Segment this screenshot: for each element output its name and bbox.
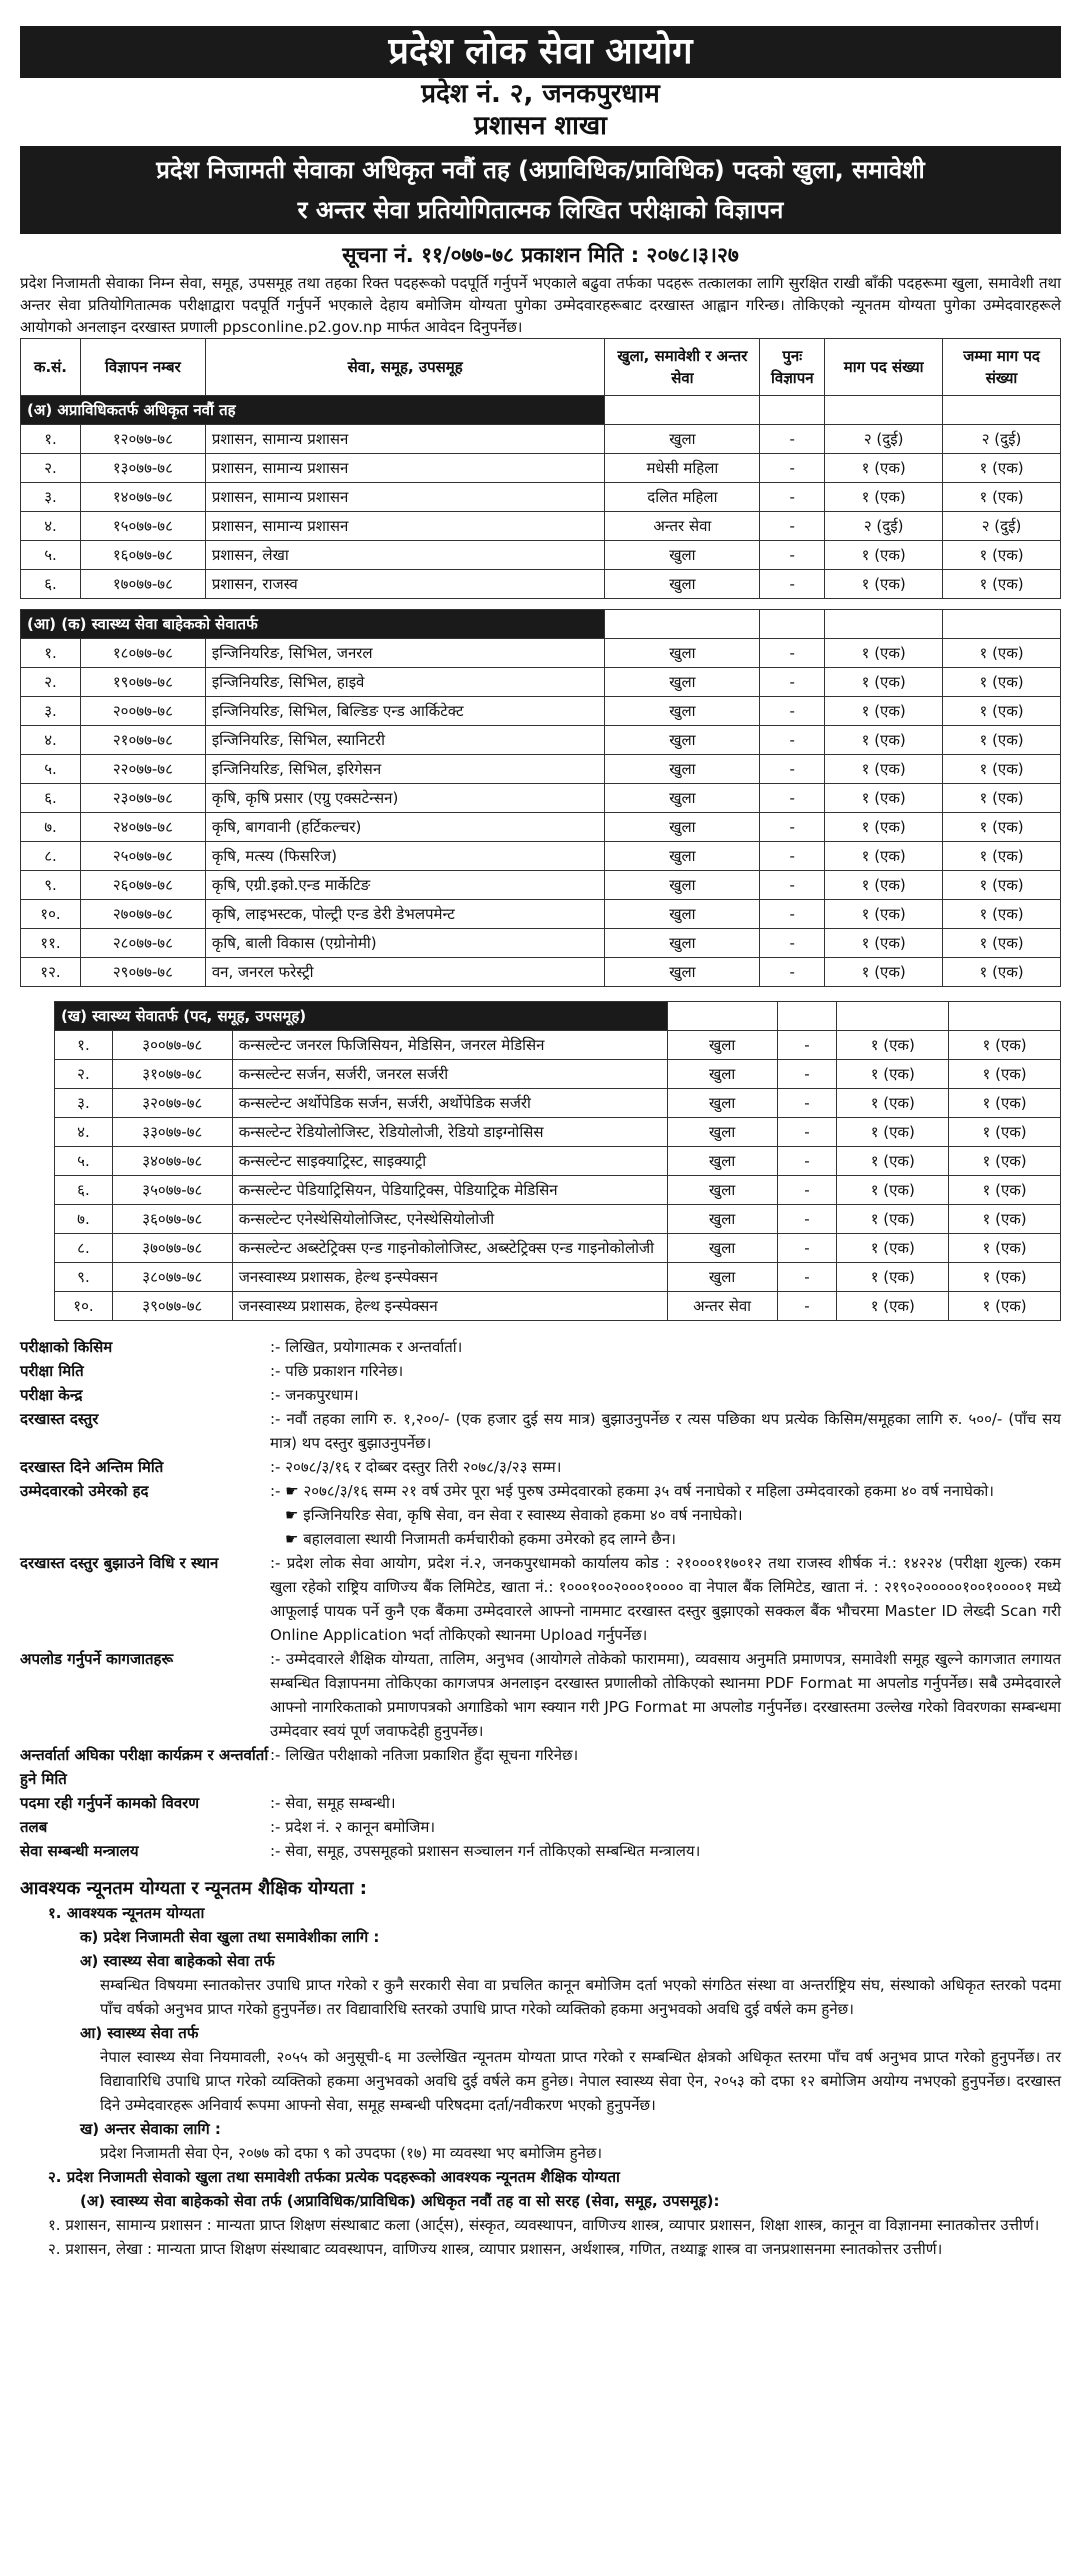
table-cell: १ (एक)	[943, 958, 1061, 987]
table-cell: -	[777, 1292, 837, 1321]
table-cell: १ (एक)	[943, 871, 1061, 900]
table-cell: २८०७७-७८	[80, 929, 205, 958]
table-cell: खुला	[605, 639, 760, 668]
table-row	[21, 697, 1061, 726]
table-cell: कन्सल्टेन्ट एनेस्थेसियोलोजिस्ट, एनेस्थेसियोलोजी	[232, 1205, 667, 1234]
table-cell: वन, जनरल फरेस्ट्री	[205, 958, 605, 987]
table-cell: कन्सल्टेन्ट पेडियाट्रिसियन, पेडियाट्रिक्स, पेडियाट्रिक मेडिसिन	[232, 1176, 667, 1205]
table-cell: १ (एक)	[943, 541, 1061, 570]
table-cell: खुला	[605, 570, 760, 599]
vacancy-table	[20, 338, 1061, 987]
deadline-label: दरखास्त दिने अन्तिम मिति	[20, 1458, 164, 1476]
col-service: सेवा, समूह, उपसमूह	[205, 339, 605, 396]
upload-label: अपलोड गर्नुपर्ने कागजातहरू	[20, 1650, 174, 1668]
table-cell: २ (दुई)	[943, 425, 1061, 454]
table-cell: १ (एक)	[943, 726, 1061, 755]
table-cell: १ (एक)	[825, 726, 943, 755]
table-cell: ३७०७७-७८	[112, 1234, 232, 1263]
age-rule-3: ☛ बहालवाला स्थायी निजामती कर्मचारीको हकमा उमेरको हद लाग्ने छैन।	[285, 1530, 676, 1548]
age-label: उम्मेदवारको उमेरको हद	[20, 1482, 149, 1500]
table-row	[21, 929, 1061, 958]
upload-text: :- उम्मेदवारले शैक्षिक योग्यता, तालिम, अनुभव (आयोगले तोकेको फाराममा), व्यवसाय अनुमति प्रमाणपत्र, समावेशी समूह खुल्ने कागजात लगायत सम्बन्धित विज्ञापनमा तोकिएका कागजपत्र अनलाइन दरखास्त प्रणालीको तोकिएको स्थानमा PDF Format मा अपलोड गर्नुपर्नेछ। सबै उम्मेदवारले आफ्नो नागरिकताको प्रमाणपत्रको अगाडिको भाग स्क्यान गरी JPG Format मा अपलोड गर्नुपर्नेछ। दरखास्तमा उल्लेख गरेको विवरणका सम्बन्धमा उम्मेदवार स्वयं पूर्ण जवाफदेही हुनुपर्नेछ।	[270, 1650, 1061, 1740]
table-cell: खुला	[667, 1176, 777, 1205]
table-cell: १ (एक)	[943, 454, 1061, 483]
table-cell: १ (एक)	[837, 1234, 949, 1263]
table-cell: कृषि, लाइभस्टक, पोल्ट्री एन्ड डेरी डेभलपमेन्ट	[205, 900, 605, 929]
table-cell: खुला	[605, 726, 760, 755]
table-cell: -	[760, 900, 825, 929]
table-row	[55, 1118, 1061, 1147]
table-cell: १९०७७-७८	[80, 668, 205, 697]
table-cell: खुला	[667, 1205, 777, 1234]
table-cell: ३१०७७-७८	[112, 1060, 232, 1089]
table-cell: २६०७७-७८	[80, 871, 205, 900]
exam-center: :- जनकपुरधाम।	[270, 1386, 359, 1404]
table-cell: इन्जिनियरिङ, सिभिल, बिल्डिङ एन्ड आर्किटेक्ट	[205, 697, 605, 726]
table-cell: १ (एक)	[949, 1031, 1061, 1060]
table-cell: १ (एक)	[949, 1089, 1061, 1118]
table-cell: १ (एक)	[837, 1031, 949, 1060]
table-row	[21, 900, 1061, 929]
ministry-text: :- सेवा, समूह, उपसमूहको प्रशासन सञ्चालन गर्न तोकिएको सम्बन्धित मन्त्रालय।	[270, 1842, 701, 1860]
table-cell: ६.	[55, 1176, 113, 1205]
table-cell: १६०७७-७८	[80, 541, 205, 570]
table-cell: -	[760, 454, 825, 483]
table-row	[21, 871, 1061, 900]
table-cell: ३.	[21, 697, 81, 726]
table-cell: कृषि, बागवानी (हर्टिकल्चर)	[205, 813, 605, 842]
table-row	[21, 483, 1061, 512]
table-cell: १.	[21, 639, 81, 668]
qualification-section	[20, 1877, 1061, 2261]
exam-type-label: परीक्षाको किसिम	[20, 1338, 113, 1356]
table-cell: -	[760, 570, 825, 599]
intro-paragraph: प्रदेश निजामती सेवाका निम्न सेवा, समूह, उपसमूह तथा तहका रिक्त पदहरूको पदपूर्ति गर्नुपर्ने भएकाले बढुवा तर्फका पदहरू तत्कालका लागि सुरक्षित राखी बाँकी पदहरूमा खुला, समावेशी तथा अन्तर सेवा प्रतियोगितात्मक परीक्षाद्वारा पदपूर्ति गर्नुपर्ने भएकाले देहाय बमोजिम योग्यता पुगेका उम्मेदवारहरूबाट दरखास्त आह्वान गरिन्छ। तोकिएको न्यूनतम योग्यता पुगेका उम्मेदवारहरूले आयोगको अनलाइन दरखास्त प्रणाली ppsconline.p2.gov.np मार्फत आवेदन दिनुपर्नेछ।	[20, 274, 1061, 336]
table-cell: १ (एक)	[943, 483, 1061, 512]
table-row	[55, 1234, 1061, 1263]
table-cell: १ (एक)	[943, 900, 1061, 929]
qual-1b-text: प्रदेश निजामती सेवा ऐन, २०७७ को दफा ९ को उपदफा (१७) मा व्यवस्था भए बमोजिम हुनेछ।	[100, 2144, 603, 2162]
table-cell: १२०७७-७८	[80, 425, 205, 454]
table-gap	[21, 599, 1061, 610]
table-cell: खुला	[667, 1234, 777, 1263]
table-cell: १४०७७-७८	[80, 483, 205, 512]
table-cell: १५०७७-७८	[80, 512, 205, 541]
table-cell: १ (एक)	[837, 1263, 949, 1292]
table-cell: १ (एक)	[825, 697, 943, 726]
table-cell: १ (एक)	[837, 1060, 949, 1089]
table-cell: खुला	[667, 1060, 777, 1089]
age-rule-1: :- ☛ २०७८/३/१६ सम्म २१ वर्ष उमेर पूरा भई पुरुष उम्मेदवारको हकमा ३५ वर्ष ननाघेको र महिला उम्मेदवारको हकमा ४० वर्ष ननाघेको।	[270, 1482, 994, 1500]
table-cell: ६.	[21, 570, 81, 599]
ad-title-line-2: र अन्तर सेवा प्रतियोगितात्मक लिखित परीक्षाको विज्ञापन	[297, 196, 784, 224]
table-cell: २१०७७-७८	[80, 726, 205, 755]
table-cell: १ (एक)	[825, 813, 943, 842]
table-row	[55, 1205, 1061, 1234]
col-demand: माग पद संख्या	[825, 339, 943, 396]
table-cell: खुला	[605, 425, 760, 454]
table-cell: १ (एक)	[825, 929, 943, 958]
table-row	[21, 639, 1061, 668]
table-cell: खुला	[667, 1263, 777, 1292]
table-cell: १ (एक)	[825, 639, 943, 668]
notice-number: सूचना नं. ११/०७७-७८ प्रकाशन मिति : २०७८।३।२७	[342, 243, 739, 267]
table-cell: १ (एक)	[825, 483, 943, 512]
table-cell: १ (एक)	[943, 842, 1061, 871]
table-cell: ४.	[55, 1118, 113, 1147]
table-cell: २५०७७-७८	[80, 842, 205, 871]
qual-1a1-text: सम्बन्धित विषयमा स्नातकोत्तर उपाधि प्राप्त गरेको र कुनै सरकारी सेवा वा प्रचलित कानून बमोजिम दर्ता भएको संगठित संस्था वा अन्तर्राष्ट्रिय संघ, संस्थाको अधिकृत स्तरको पदमा पाँच वर्षको अनुभव प्राप्त गरेको हुनुपर्नेछ। तर विद्यावारिधि स्तरको उपाधि प्राप्त गरेको व्यक्तिको हकमा अनुभवको अवधि दुई वर्षले कम हुनेछ।	[100, 1976, 1061, 2018]
table-cell: १ (एक)	[837, 1089, 949, 1118]
table-row	[21, 958, 1061, 987]
table-cell: खुला	[605, 755, 760, 784]
table-row	[21, 784, 1061, 813]
table-cell: कन्सल्टेन्ट रेडियोलोजिस्ट, रेडियोलोजी, रेडियो डाइग्नोसिस	[232, 1118, 667, 1147]
table-cell: -	[760, 697, 825, 726]
table-row	[55, 1060, 1061, 1089]
table-cell: ३५०७७-७८	[112, 1176, 232, 1205]
table-cell: ५.	[21, 541, 81, 570]
table-cell: २२०७७-७८	[80, 755, 205, 784]
table-cell: -	[777, 1263, 837, 1292]
table-row	[55, 1292, 1061, 1321]
table-cell: ३००७७-७८	[112, 1031, 232, 1060]
table-cell: १ (एक)	[825, 570, 943, 599]
table-cell: ३६०७७-७८	[112, 1205, 232, 1234]
table-cell: १ (एक)	[949, 1176, 1061, 1205]
table-row	[21, 813, 1061, 842]
table-cell: कन्सल्टेन्ट अर्थोपेडिक सर्जन, सर्जरी, अर्थोपेडिक सर्जरी	[232, 1089, 667, 1118]
table-cell: खुला	[605, 929, 760, 958]
table-cell: अन्तर सेवा	[667, 1292, 777, 1321]
table-cell: अन्तर सेवा	[605, 512, 760, 541]
col-readvert: पुनः विज्ञापन	[760, 339, 825, 396]
table-cell: १३०७७-७८	[80, 454, 205, 483]
interview-label: अन्तर्वार्ता अघिका परीक्षा कार्यक्रम र अन्तर्वार्ता हुने मिति	[20, 1746, 269, 1788]
table-cell: ५.	[21, 755, 81, 784]
ad-title	[20, 146, 1061, 234]
commission-title: प्रदेश लोक सेवा आयोग	[20, 26, 1061, 78]
table-cell: प्रशासन, सामान्य प्रशासन	[205, 425, 605, 454]
section-b-heading: (आ) (क) स्वास्थ्य सेवा बाहेकको सेवातर्फ	[21, 610, 1061, 639]
table-cell: १७०७७-७८	[80, 570, 205, 599]
table-cell: -	[760, 726, 825, 755]
table-cell: कन्सल्टेन्ट साइक्याट्रिस्ट, साइक्याट्री	[232, 1147, 667, 1176]
table-cell: १ (एक)	[949, 1060, 1061, 1089]
table-cell: १.	[21, 425, 81, 454]
exam-date-label: परीक्षा मिति	[20, 1362, 84, 1380]
table-cell: १ (एक)	[943, 813, 1061, 842]
table-cell: खुला	[605, 784, 760, 813]
duty-label: पदमा रही गर्नुपर्ने कामको विवरण	[20, 1794, 200, 1812]
payment-text: :- प्रदेश लोक सेवा आयोग, प्रदेश नं.२, जनकपुरधामको कार्यालय कोड : २१०००११७०१२ तथा राजस्व शीर्षक नं.: १४२२४ (परीक्षा शुल्क) रकम खुला रहेको राष्ट्रिय वाणिज्य बैंक लिमिटेड, खाता नं.: १०००१००२०००१०००० वा नेपाल बैंक लिमिटेड, खाता नं. : २१९०२०००००१००१००००१ मध्ये आफूलाई पायक पर्ने कुनै एक बैंकमा उम्मेदवारले आफ्नो नाममाट दरखास्त दस्तुर बुझाएको सक्कल बैंक भौचरमा Master ID लेख्दी Scan गरी Online Application भर्दा तोकिएको स्थानमा Upload गर्नुपर्नेछ।	[270, 1554, 1061, 1644]
table-cell: कन्सल्टेन्ट सर्जन, सर्जरी, जनरल सर्जरी	[232, 1060, 667, 1089]
exam-type: :- लिखित, प्रयोगात्मक र अन्तर्वार्ता।	[270, 1338, 463, 1356]
table-cell: -	[777, 1118, 837, 1147]
table-cell: २ (दुई)	[825, 425, 943, 454]
table-row	[55, 1031, 1061, 1060]
table-cell: कन्सल्टेन्ट जनरल फिजिसियन, मेडिसिन, जनरल मेडिसिन	[232, 1031, 667, 1060]
table-cell: ३८०७७-७८	[112, 1263, 232, 1292]
payment-label: दरखास्त दस्तुर बुझाउने विधि र स्थान	[20, 1554, 219, 1572]
table-cell: खुला	[605, 697, 760, 726]
table-cell: २९०७७-७८	[80, 958, 205, 987]
table-row	[55, 1147, 1061, 1176]
table-cell: १ (एक)	[837, 1118, 949, 1147]
table-cell: -	[777, 1031, 837, 1060]
qual-1a-heading: क) प्रदेश निजामती सेवा खुला तथा समावेशीका लागि :	[80, 1928, 380, 1946]
table-row	[21, 512, 1061, 541]
table-cell: -	[777, 1176, 837, 1205]
table-cell: खुला	[605, 813, 760, 842]
table-cell: २४०७७-७८	[80, 813, 205, 842]
exam-date: :- पछि प्रकाशन गरिनेछ।	[270, 1362, 404, 1380]
col-total: जम्मा माग पद संख्या	[943, 339, 1061, 396]
table-cell: इन्जिनियरिङ, सिभिल, स्यानिटरी	[205, 726, 605, 755]
table-cell: खुला	[667, 1118, 777, 1147]
table-cell: ३९०७७-७८	[112, 1292, 232, 1321]
table-cell: १ (एक)	[943, 570, 1061, 599]
table-cell: १८०७७-७८	[80, 639, 205, 668]
table-cell: २.	[55, 1060, 113, 1089]
qual-1a2-text: नेपाल स्वास्थ्य सेवा नियमावली, २०५५ को अनुसूची-६ मा उल्लेखित न्यूनतम योग्यता प्राप्त गरेको र सम्बन्धित क्षेत्रको अधिकृत स्तरमा पाँच वर्ष अनुभव प्राप्त गरेको हुनुपर्नेछ। तर विद्यावारिधि उपाधि प्राप्त गरेको व्यक्तिको हकमा अनुभवको अवधि दुई वर्षले कम हुनेछ। नेपाल स्वास्थ्य सेवा ऐन, २०५३ को दफा १२ बमोजिम अयोग्य नभएको हुनुपर्नेछ। दरखास्त दिने उम्मेदवारहरू अनिवार्य रूपमा आफ्नो सेवा, समूह सम्बन्धी परिषदमा दर्ता/नवीकरण भएको हुनुपर्नेछ।	[100, 2048, 1061, 2114]
col-category: खुला, समावेशी र अन्तर सेवा	[605, 339, 760, 396]
table-cell: १ (एक)	[949, 1234, 1061, 1263]
table-cell: मधेसी महिला	[605, 454, 760, 483]
deadline-text: :- २०७८/३/१६ र दोब्बर दस्तुर तिरी २०७८/३/२३ सम्म।	[270, 1458, 562, 1476]
table-cell: २.	[21, 454, 81, 483]
table-cell: १०.	[21, 900, 81, 929]
qual-2-item-1: १. प्रशासन, सामान्य प्रशासन : मान्यता प्राप्त शिक्षण संस्थाबाट कला (आर्ट्स), संस्कृत, व्यवस्थापन, वाणिज्य शास्त्र, व्यापार प्रशासन, शिक्षा शास्त्र, कानून वा विज्ञानमा स्नातकोत्तर उत्तीर्ण।	[48, 2216, 1040, 2234]
ministry-label: सेवा सम्बन्धी मन्त्रालय	[20, 1842, 139, 1860]
table-cell: ६.	[21, 784, 81, 813]
table-cell: -	[760, 541, 825, 570]
table-cell: -	[777, 1089, 837, 1118]
table-row	[21, 541, 1061, 570]
table-cell: १ (एक)	[825, 755, 943, 784]
table-cell: -	[760, 512, 825, 541]
table-cell: १ (एक)	[949, 1292, 1061, 1321]
fee-label: दरखास्त दस्तुर	[20, 1410, 99, 1428]
table-header-row	[21, 339, 1061, 396]
table-row	[21, 570, 1061, 599]
table-cell: -	[760, 483, 825, 512]
table-cell: १ (एक)	[943, 755, 1061, 784]
table-row	[21, 668, 1061, 697]
ad-title-line-1: प्रदेश निजामती सेवाका अधिकृत नवौं तह (अप्राविधिक/प्राविधिक) पदको खुला, समावेशी	[156, 156, 925, 184]
qual-2-item-2: २. प्रशासन, लेखा : मान्यता प्राप्त शिक्षण संस्थाबाट व्यवस्थापन, वाणिज्य शास्त्र, व्यापार प्रशासन, अर्थशास्त्र, गणित, तथ्याङ्क शास्त्र वा जनप्रशासनमा स्नातकोत्तर उत्तीर्ण।	[48, 2240, 943, 2258]
table-cell: ७.	[21, 813, 81, 842]
table-cell: दलित महिला	[605, 483, 760, 512]
table-cell: प्रशासन, राजस्व	[205, 570, 605, 599]
exam-info	[20, 1335, 1061, 1863]
table-cell: -	[760, 668, 825, 697]
table-cell: प्रशासन, सामान्य प्रशासन	[205, 512, 605, 541]
table-cell: ९.	[55, 1263, 113, 1292]
table-cell: ३४०७७-७८	[112, 1147, 232, 1176]
table-cell: -	[777, 1234, 837, 1263]
table-cell: २ (दुई)	[825, 512, 943, 541]
advertisement-page	[20, 0, 1061, 2261]
qual-1b-heading: ख) अन्तर सेवाका लागि :	[80, 2120, 221, 2138]
table-cell: -	[760, 813, 825, 842]
table-cell: १ (एक)	[943, 929, 1061, 958]
table-cell: १ (एक)	[837, 1205, 949, 1234]
table-cell: कृषि, कृषि प्रसार (एग्रु एक्सटेन्सन)	[205, 784, 605, 813]
qual-2a-heading: (अ) स्वास्थ्य सेवा बाहेकको सेवा तर्फ (अप्राविधिक/प्राविधिक) अधिकृत नवौं तह वा सो सरह (सेवा, समूह, उपसमूह):	[80, 2192, 720, 2210]
qualification-title: आवश्यक न्यूनतम योग्यता र न्यूनतम शैक्षिक योग्यता :	[20, 1878, 367, 1899]
age-rule-2: ☛ इन्जिनियरिङ सेवा, कृषि सेवा, वन सेवा र स्वास्थ्य सेवाको हकमा ४० वर्ष ननाघेको।	[285, 1506, 743, 1524]
table-cell: जनस्वास्थ्य प्रशासक, हेल्थ इन्स्पेक्सन	[232, 1263, 667, 1292]
table-cell: ४.	[21, 726, 81, 755]
table-cell: ८.	[55, 1234, 113, 1263]
table-cell: कृषि, मत्स्य (फिसरिज)	[205, 842, 605, 871]
table-row	[21, 454, 1061, 483]
exam-center-label: परीक्षा केन्द्र	[20, 1386, 83, 1404]
table-cell: -	[760, 639, 825, 668]
table-cell: ११.	[21, 929, 81, 958]
table-cell: -	[760, 871, 825, 900]
table-cell: खुला	[605, 958, 760, 987]
table-cell: १ (एक)	[825, 784, 943, 813]
table-cell: १ (एक)	[837, 1176, 949, 1205]
fee-text: :- नवौं तहका लागि रु. १,२००/- (एक हजार दुई सय मात्र) बुझाउनुपर्नेछ र त्यस पछिका थप प्रत्येक किसिम/समूहका लागि रु. ५००/- (पाँच सय मात्र) थप दस्तुर बुझाउनुपर्नेछ।	[270, 1410, 1061, 1452]
table-cell: १ (एक)	[825, 454, 943, 483]
table-cell: खुला	[667, 1147, 777, 1176]
table-cell: -	[760, 958, 825, 987]
table-cell: १ (एक)	[943, 668, 1061, 697]
section-c-heading: (ख) स्वास्थ्य सेवातर्फ (पद, समूह, उपसमूह)	[55, 1002, 1061, 1031]
table-row	[21, 425, 1061, 454]
table-cell: प्रशासन, सामान्य प्रशासन	[205, 483, 605, 512]
table-cell: १ (एक)	[943, 639, 1061, 668]
table-cell: २७०७७-७८	[80, 900, 205, 929]
table-cell: १ (एक)	[943, 784, 1061, 813]
table-cell: -	[777, 1147, 837, 1176]
table-cell: -	[760, 929, 825, 958]
table-cell: जनस्वास्थ्य प्रशासक, हेल्थ इन्स्पेक्सन	[232, 1292, 667, 1321]
table-cell: १.	[55, 1031, 113, 1060]
table-cell: खुला	[605, 842, 760, 871]
table-row	[55, 1263, 1061, 1292]
table-cell: १ (एक)	[825, 842, 943, 871]
table-cell: १ (एक)	[837, 1292, 949, 1321]
table-cell: ७.	[55, 1205, 113, 1234]
table-cell: प्रशासन, लेखा	[205, 541, 605, 570]
table-cell: २ (दुई)	[943, 512, 1061, 541]
table-cell: १ (एक)	[825, 541, 943, 570]
table-cell: १ (एक)	[825, 958, 943, 987]
table-cell: १ (एक)	[949, 1147, 1061, 1176]
table-cell: ३.	[55, 1089, 113, 1118]
table-cell: १ (एक)	[837, 1147, 949, 1176]
qual-1a2-heading: आ) स्वास्थ्य सेवा तर्फ	[80, 2024, 199, 2042]
table-cell: १ (एक)	[825, 871, 943, 900]
table-cell: खुला	[605, 541, 760, 570]
table-cell: १०.	[55, 1292, 113, 1321]
table-cell: -	[777, 1205, 837, 1234]
table-cell: ८.	[21, 842, 81, 871]
table-row	[55, 1176, 1061, 1205]
duty-text: :- सेवा, समूह सम्बन्धी।	[270, 1794, 396, 1812]
table-cell: खुला	[605, 871, 760, 900]
table-cell: कृषि, एग्री.इको.एन्ड मार्केटिङ	[205, 871, 605, 900]
table-cell: १ (एक)	[943, 697, 1061, 726]
table-cell: ३२०७७-७८	[112, 1089, 232, 1118]
table-row	[21, 755, 1061, 784]
table-cell: -	[760, 784, 825, 813]
table-row	[21, 726, 1061, 755]
table-cell: कृषि, बाली विकास (एग्रोनोमी)	[205, 929, 605, 958]
table-cell: ३३०७७-७८	[112, 1118, 232, 1147]
table-cell: -	[760, 425, 825, 454]
table-cell: १ (एक)	[949, 1263, 1061, 1292]
qual-2-heading: २. प्रदेश निजामती सेवाको खुला तथा समावेशी तर्फका प्रत्येक पदहरूको आवश्यक न्यूनतम शैक्षिक योग्यता	[48, 2168, 620, 2186]
table-cell: १ (एक)	[825, 668, 943, 697]
table-cell: १ (एक)	[825, 900, 943, 929]
col-serial: क.सं.	[21, 339, 81, 396]
table-row	[55, 1089, 1061, 1118]
section-a-heading: (अ) अप्राविधिकतर्फ अधिकृत नवौं तह	[21, 396, 1061, 425]
table-cell: प्रशासन, सामान्य प्रशासन	[205, 454, 605, 483]
salary-label: तलब	[20, 1818, 48, 1836]
table-cell: खुला	[605, 668, 760, 697]
salary-text: :- प्रदेश नं. २ कानून बमोजिम।	[270, 1818, 436, 1836]
col-ad-number: विज्ञापन नम्बर	[80, 339, 205, 396]
table-cell: -	[760, 755, 825, 784]
qual-1a1-heading: अ) स्वास्थ्य सेवा बाहेकको सेवा तर्फ	[80, 1952, 275, 1970]
table-cell: २००७७-७८	[80, 697, 205, 726]
table-row	[21, 842, 1061, 871]
table-cell: १२.	[21, 958, 81, 987]
table-cell: इन्जिनियरिङ, सिभिल, जनरल	[205, 639, 605, 668]
table-cell: -	[760, 842, 825, 871]
table-cell: ५.	[55, 1147, 113, 1176]
table-cell: खुला	[605, 900, 760, 929]
table-cell: इन्जिनियरिङ, सिभिल, इरिगेसन	[205, 755, 605, 784]
table-cell: -	[777, 1060, 837, 1089]
qual-1-heading: १. आवश्यक न्यूनतम योग्यता	[48, 1904, 205, 1922]
table-cell: खुला	[667, 1089, 777, 1118]
table-cell: २.	[21, 668, 81, 697]
table-cell: १ (एक)	[949, 1118, 1061, 1147]
table-cell: ३.	[21, 483, 81, 512]
table-cell: ४.	[21, 512, 81, 541]
health-vacancy-table	[54, 1001, 1061, 1321]
table-cell: इन्जिनियरिङ, सिभिल, हाइवे	[205, 668, 605, 697]
table-cell: २३०७७-७८	[80, 784, 205, 813]
province-line: प्रदेश नं. २, जनकपुरधाम	[421, 79, 660, 109]
interview-text: :- लिखित परीक्षाको नतिजा प्रकाशित हुँदा सूचना गरिनेछ।	[270, 1746, 579, 1764]
branch-line: प्रशासन शाखा	[474, 111, 607, 141]
table-cell: कन्सल्टेन्ट अब्स्टेट्रिक्स एन्ड गाइनोकोलोजिस्ट, अब्स्टेट्रिक्स एन्ड गाइनोकोलोजी	[232, 1234, 667, 1263]
table-cell: १ (एक)	[949, 1205, 1061, 1234]
table-cell: ९.	[21, 871, 81, 900]
table-cell: खुला	[667, 1031, 777, 1060]
